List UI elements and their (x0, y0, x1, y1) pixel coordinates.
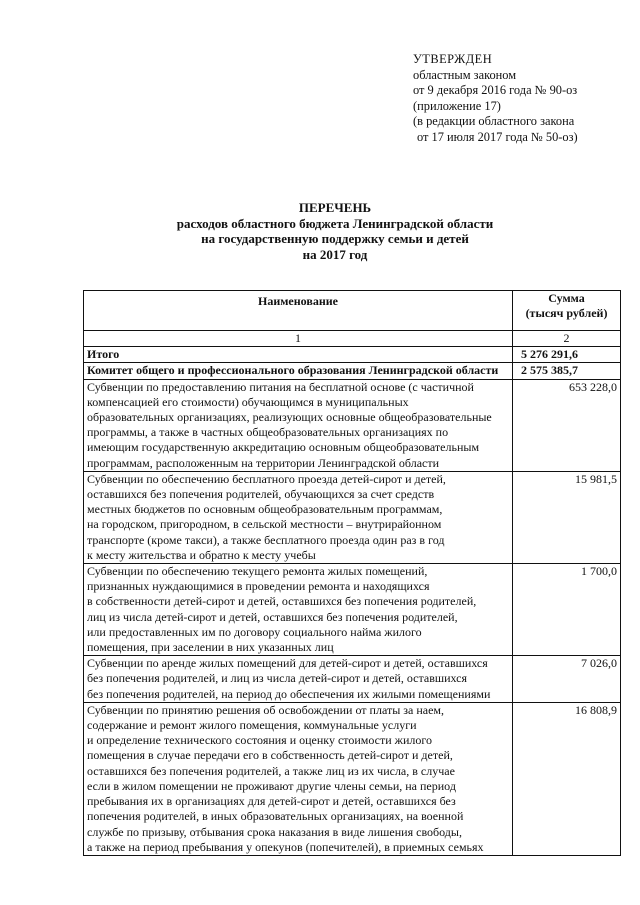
total-label: Итого (84, 347, 513, 363)
row-description-line: признанных нуждающимися в проведении ремонта и находящихся (87, 579, 430, 594)
row-description-line: компенсацией его стоимости) обучающимся в муниципальных (87, 394, 409, 409)
row-description-line: оставшихся без попечения родителей, а также лиц из их числа, в случае (87, 763, 455, 778)
row-description (84, 379, 513, 471)
row-description-line: Субвенции по обеспечению текущего ремонта жилых помещений, (87, 564, 428, 579)
row-description-line: Субвенции по обеспечению бесплатного проезда детей-сирот и детей, (87, 471, 446, 486)
row-description-line: Субвенции по предоставлению питания на бесплатной основе (с частичной (87, 379, 474, 394)
title-line: расходов областного бюджета Ленинградской области (176, 215, 494, 231)
title-line: на 2017 год (302, 246, 368, 262)
approval-heading: УТВЕРЖДЕН (413, 52, 493, 66)
table-row (84, 702, 621, 855)
row-description-line: службе по призыву, отбывания срока наказания в виде лишения свободы, (87, 824, 462, 839)
row-description (84, 471, 513, 563)
row-description-line: лиц из числа детей-сирот и детей, оставшихся без попечения родителей, (87, 609, 458, 624)
approval-line: (в редакции областного закона (413, 114, 575, 128)
table-row (84, 564, 621, 656)
document-title (100, 200, 570, 262)
row-description-line: попечения родителей, в иных образовательных организациях, на военной (87, 809, 464, 824)
row-description-line: программы, а также в частных общеобразовательных организациях по (87, 425, 449, 440)
row-amount: 16 808,9 (513, 702, 621, 855)
committee-row (84, 363, 621, 379)
row-description-line: если в жилом помещении не проживают другие члены семьи, на период (87, 778, 456, 793)
row-description-line: а также на период пребывания у опекунов (попечителей), в приемных семьях (87, 839, 484, 854)
row-description-line: образовательных организациях, реализующих основные общеобразовательные (87, 410, 492, 425)
approval-line: (приложение 17) (413, 98, 501, 113)
table-row (84, 471, 621, 563)
header-name: Наименование (84, 291, 513, 331)
approval-line: областным законом (413, 67, 517, 82)
row-description-line: местных бюджетов по основным общеобразовательным программам, (87, 502, 443, 517)
row-amount: 15 981,5 (513, 471, 621, 563)
row-description-line: помещения в случае передачи его в собственность детей-сирот и детей, (87, 748, 453, 763)
table-row (84, 656, 621, 703)
table-row (84, 379, 621, 471)
total-value: 5 276 291,6 (513, 347, 621, 363)
row-description-line: программам, расположенным на территории Ленинградской области (87, 455, 440, 470)
row-description-line: без попечения родителей, на период до обеспечения их жилыми помещениями (87, 686, 491, 701)
row-description-line: без попечения родителей, и лиц из числа детей-сирот и детей, оставшихся (87, 671, 468, 686)
row-description-line: пребывания их в организациях для детей-сирот и детей, оставшихся без (87, 794, 456, 809)
row-description-line: помещения, при заселении в них указанных лиц (87, 640, 334, 655)
row-amount: 653 228,0 (513, 379, 621, 471)
column-number-row (84, 331, 621, 347)
header-sum-label: Сумма (548, 291, 585, 305)
committee-value: 2 575 385,7 (513, 363, 621, 379)
approval-stamp (413, 52, 633, 145)
expenses-table (83, 290, 621, 856)
header-sum (513, 291, 621, 331)
row-description-line: Субвенции по аренде жилых помещений для детей-сирот и детей, оставшихся (87, 656, 488, 671)
row-description-line: и определение технического состояния и оценку стоимости жилого (87, 733, 432, 748)
title-line: ПЕРЕЧЕНЬ (298, 200, 372, 215)
table-header-row (84, 291, 621, 331)
row-amount: 1 700,0 (513, 564, 621, 656)
row-description-line: или предоставленных им по договору социального найма жилого (87, 624, 422, 639)
row-description-line: на городском, пригородном, в сельской местности – внутрирайонном (87, 517, 442, 532)
approval-line: от 17 июля 2017 года № 50-оз) (417, 129, 578, 144)
row-description-line: содержание и ремонт жилого помещения, коммунальные услуги (87, 718, 417, 733)
row-description (84, 702, 513, 855)
row-description-line: имеющим государственную аккредитацию основным общеобразовательным (87, 440, 480, 455)
row-description-line: оставшихся без попечения родителей, обучающихся за счет средств (87, 487, 435, 502)
row-description-line: Субвенции по принятию решения об освобождении от платы за наем, (87, 702, 445, 717)
row-description (84, 564, 513, 656)
row-description-line: транспорте (кроме такси), а также бесплатного проезда один раз в год (87, 532, 445, 547)
row-amount: 7 026,0 (513, 656, 621, 703)
row-description-line: к месту жительства и обратно к месту учебы (87, 547, 316, 562)
column-number: 2 (513, 331, 621, 347)
committee-label: Комитет общего и профессионального образования Ленинградской области (84, 363, 513, 379)
total-row (84, 347, 621, 363)
approval-line: от 9 декабря 2016 года № 90-оз (413, 83, 578, 97)
column-number: 1 (84, 331, 513, 347)
title-line: на государственную поддержку семьи и детей (201, 231, 469, 247)
row-description (84, 656, 513, 703)
header-sum-unit: (тысяч рублей) (525, 306, 608, 321)
row-description-line: в собственности детей-сирот и детей, оставшихся без попечения родителей, (87, 594, 477, 609)
